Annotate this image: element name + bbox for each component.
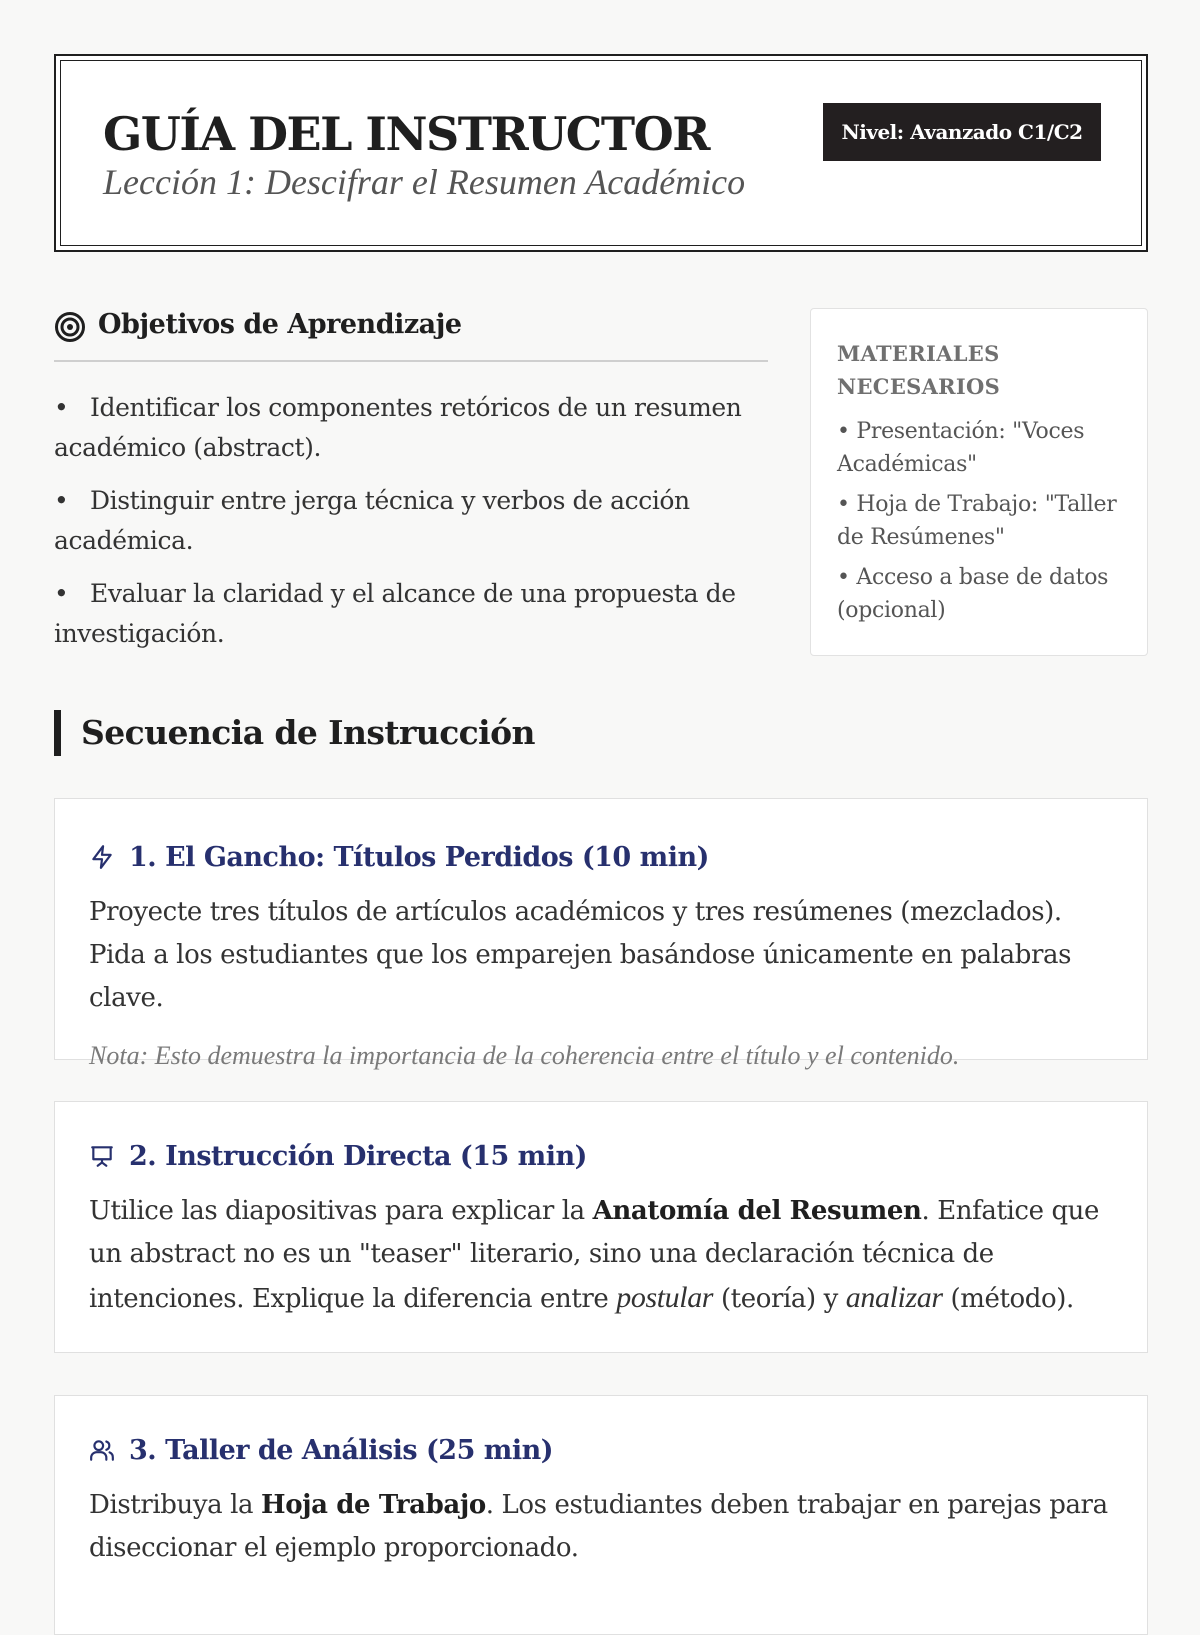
step-body: Distribuya la Hoja de Trabajo. Los estudiantes deben trabajar en parejas para diseccionar el ejemplo proporcionado.	[89, 1490, 1108, 1563]
step-card-hook	[54, 798, 1148, 1070]
list-item	[54, 574, 776, 654]
list-item	[54, 388, 776, 468]
step-card-instruction	[54, 1101, 1148, 1353]
step-title-label: 1. El Gancho: Títulos Perdidos (10 min)	[129, 841, 709, 873]
materials-title: MATERIALES NECESARIOS	[837, 341, 1001, 399]
step-card-workshop	[54, 1395, 1148, 1635]
materials-box	[810, 308, 1148, 656]
presentation-icon	[89, 1143, 115, 1169]
bullet: •	[54, 393, 69, 422]
header-frame	[60, 60, 1142, 246]
material-item: • Acceso a base de datos (opcional)	[837, 565, 1109, 623]
step-title-label: 2. Instrucción Directa (15 min)	[129, 1140, 587, 1172]
objectives-list	[54, 388, 776, 667]
lightning-icon	[89, 843, 115, 871]
material-item: • Hoja de Trabajo: "Taller de Resúmenes"	[837, 492, 1117, 550]
target-icon	[54, 311, 86, 343]
objective-text: Evaluar la claridad y el alcance de una propuesta de investigación.	[54, 579, 736, 648]
objective-text: Identificar los componentes retóricos de un resumen académico (abstract).	[54, 393, 742, 462]
objectives-heading	[54, 308, 768, 362]
lesson-subtitle: Lección 1: Descifrar el Resumen Académico	[103, 162, 746, 202]
italic-term: postular	[616, 1281, 714, 1314]
step-title-label: 3. Taller de Análisis (25 min)	[129, 1434, 553, 1466]
step-title	[89, 1430, 1113, 1470]
italic-term: analizar	[845, 1281, 943, 1314]
emphasis-term: Anatomía del Resumen	[592, 1196, 922, 1226]
objectives-heading-label: Objetivos de Aprendizaje	[98, 309, 462, 340]
material-item: • Presentación: "Voces Académicas"	[837, 419, 1085, 477]
step-title	[89, 837, 1113, 877]
bullet: •	[54, 486, 69, 515]
bullet: •	[54, 579, 69, 608]
step-note: Nota: Esto demuestra la importancia de la coherencia entre el título y el contenido.	[89, 1041, 960, 1070]
objective-text: Distinguir entre jerga técnica y verbos de acción académica.	[54, 486, 690, 555]
step-title	[89, 1136, 1113, 1176]
sequence-heading: Secuencia de Instrucción	[54, 710, 535, 756]
level-badge: Nivel: Avanzado C1/C2	[823, 103, 1101, 161]
header	[54, 54, 1148, 252]
step-body: Utilice las diapositivas para explicar la Anatomía del Resumen. Enfatice que un abstract no es un "teaser" literario, sino una declaración técnica de intenciones. Explique la diferencia entre postular (teoría) y analizar (método).	[89, 1196, 1100, 1314]
users-icon	[89, 1437, 115, 1463]
emphasis-term: Hoja de Trabajo	[261, 1490, 486, 1520]
page-title: GUÍA DEL INSTRUCTOR	[103, 107, 709, 161]
list-item	[54, 481, 776, 561]
step-body: Proyecte tres títulos de artículos académicos y tres resúmenes (mezclados). Pida a los estudiantes que los emparejen basándose únicamente en palabras clave.	[89, 897, 1072, 1013]
